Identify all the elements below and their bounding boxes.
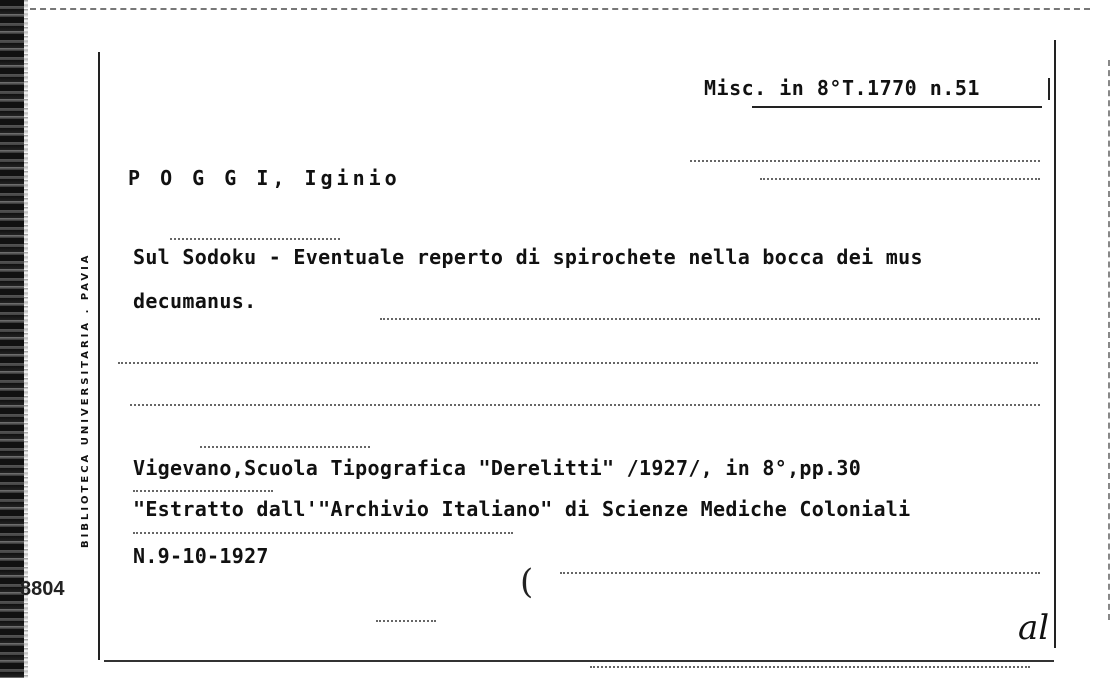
top-rule [30, 8, 1090, 10]
right-border-line [1054, 40, 1056, 648]
shelfmark-underline [752, 106, 1042, 108]
ruled-line [170, 238, 340, 240]
ruled-line [118, 362, 1038, 364]
ruled-line [200, 446, 370, 448]
shelfmark-tick [1048, 78, 1050, 100]
ruled-line [133, 532, 513, 534]
title-line-1: Sul Sodoku - Eventuale reperto di spirochete nella bocca dei mus [133, 245, 923, 269]
imprint-line: Vigevano,Scuola Tipografica "Derelitti" /1927/, in 8°,pp.30 [133, 456, 862, 480]
ruled-line [133, 490, 273, 492]
library-stamp: BIBLIOTECA UNIVERSITARIA . PAVIA [80, 252, 91, 548]
handwritten-initials: al [1018, 608, 1050, 648]
title-line-2: decumanus. [133, 289, 257, 313]
ruled-line [760, 178, 1040, 180]
note-line-1: "Estratto dall'"Archivio Italiano" di Scienze Mediche Coloniali [133, 497, 911, 521]
ruled-line [376, 620, 436, 622]
ruled-line [590, 666, 1030, 668]
ruled-line [690, 160, 1040, 162]
bottom-rule [104, 660, 1054, 662]
left-border-line [98, 52, 100, 660]
ruled-line [380, 318, 1040, 320]
note-line-2: N.9-10-1927 [133, 544, 269, 568]
shelfmark: Misc. in 8°T.1770 n.51 [704, 76, 980, 100]
scan-edge-strip [0, 0, 24, 678]
ruled-line [130, 404, 1040, 406]
inventory-number: 8804 [20, 578, 65, 600]
scan-edge-noise [24, 0, 28, 678]
ruled-line [560, 572, 1040, 574]
handwritten-mark: ( [520, 562, 534, 602]
right-scan-edge [1108, 60, 1110, 620]
author-heading: P O G G I, Iginio [128, 166, 401, 190]
